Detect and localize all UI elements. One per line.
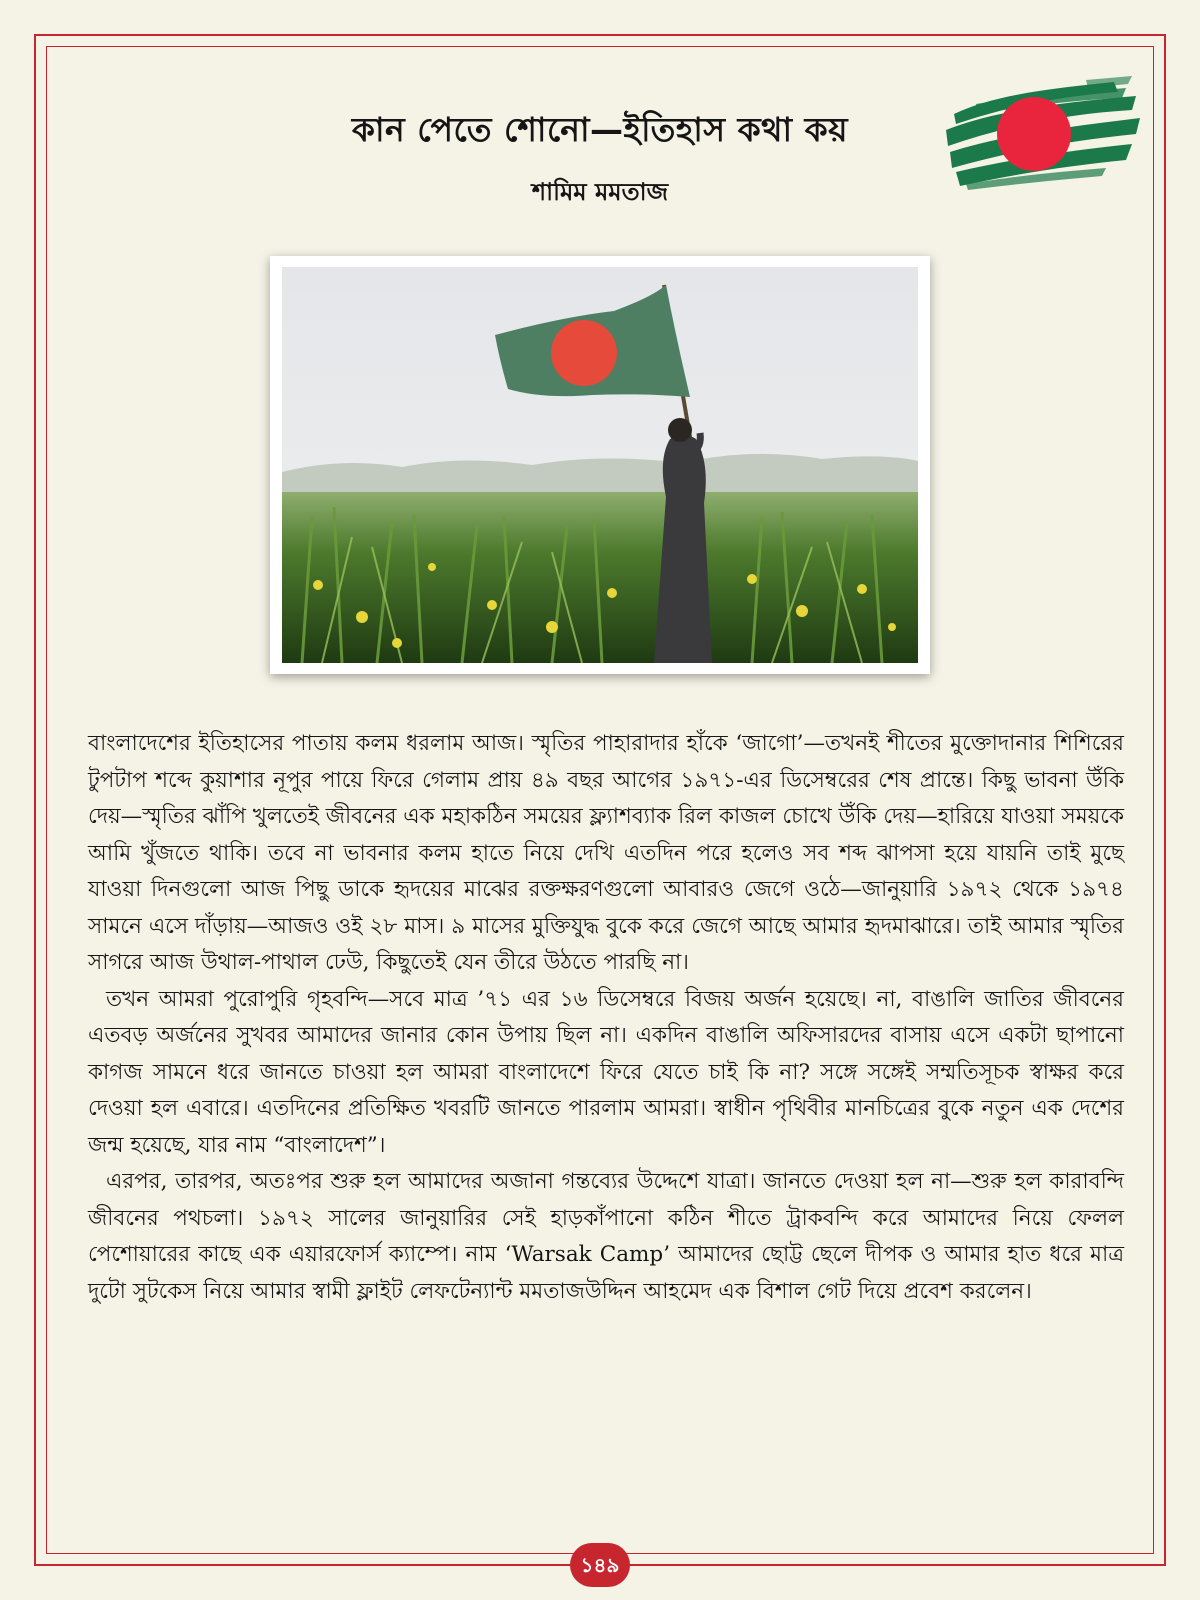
photo-frame xyxy=(270,256,930,674)
boy-with-flag-in-field-photo xyxy=(282,267,918,663)
article-title: কান পেতে শোনো—ইতিহাস কথা কয় xyxy=(351,110,849,149)
paragraph-3: এরপর, তারপর, অতঃপর শুরু হল আমাদের অজানা গন্তব্যের উদ্দেশে যাত্রা। জানতে দেওয়া হল না—শুরু হল কারাবন্দি জীবনের পথচলা। ১৯৭২ সালের জানুয়ারির সেই হাড়কাঁপানো কঠিন শীতে ট্রাকবন্দি করে আমাদের নিয়ে ফেলল পেশোয়ারের কাছে এক এয়ারফোর্স ক্যাম্পে। নাম ‘Warsak Camp’ আমাদের ছোট্ট ছেলে দীপক ও আমার হাত ধরে মাত্র দুটো সুটকেস নিয়ে আমার স্বামী ফ্লাইট লেফটেন্যান্ট মমতাজউদ্দিন আহমেদ এক বিশাল গেট দিয়ে প্রবেশ করলেন। xyxy=(88,1169,1124,1304)
paragraph-2: তখন আমরা পুরোপুরি গৃহবন্দি—সবে মাত্র ’৭১ এর ১৬ ডিসেম্বরে বিজয় অর্জন হয়েছে। না, বাঙালি জাতির জীবনের এতবড় অর্জনের সুখবর আমাদের জানার কোন উপায় ছিল না। একদিন বাঙালি অফিসারদের বাসায় এসে একটা ছাপানো কাগজ সামনে ধরে জানতে চাওয়া হল আমরা বাংলাদেশে ফিরে যেতে চাই কি না? সঙ্গে সঙ্গেই সম্মতিসূচক স্বাক্ষর করে দেওয়া হল এবারে। এতদিনের প্রতিক্ষিত খবরটি জানতে পারলাম আমরা। স্বাধীন পৃথিবীর মানচিত্রের বুকে নতুন এক দেশের জন্ম হয়েছে, যার নাম “বাংলাদেশ”। xyxy=(88,986,1124,1158)
author-name: শামিম মমতাজ xyxy=(531,178,669,206)
paragraph-1: বাংলাদেশের ইতিহাসের পাতায় কলম ধরলাম আজ। স্মৃতির পাহারাদার হাঁকে ‘জাগো’—তখনই শীতের মুক্তোদানার শিশিরের টুপটাপ শব্দে কুয়াশার নূপুর পায়ে ফিরে গেলাম প্রায় ৪৯ বছর আগের ১৯৭১-এর ডিসেম্বরের শেষ প্রান্তে। কিছু ভাবনা উঁকি দেয়—স্মৃতির ঝাঁপি খুলতেই জীবনের এক মহাকঠিন সময়ের ফ্ল্যাশব্যাক রিল কাজল চোখে উঁকি দেয়—হারিয়ে যাওয়া সময়কে আমি খুঁজতে থাকি। তবে না ভাবনার কলম হাতে নিয়ে দেখি এতদিন পরে হলেও সব শব্দ ঝাপসা হয়ে যায়নি তাই মুছে যাওয়া দিনগুলো আজ পিছু ডাকে হৃদয়ের মাঝের রক্তক্ষরণগুলো আবারও জেগে ওঠে—জানুয়ারি ১৯৭২ থেকে ১৯৭৪ সামনে এসে দাঁড়ায়—আজও ওই ২৮ মাস। ৯ মাসের মুক্তিযুদ্ধ বুকে করে জেগে আছে আমার হৃদমাঝারে। তাই আমার স্মৃতির সাগরে আজ উথাল-পাথাল ঢেউ, কিছুতেই যেন তীরে উঠতে পারছি না। xyxy=(88,731,1124,975)
bangladesh-flag-brush-icon xyxy=(936,74,1146,192)
article-body xyxy=(88,726,1124,1310)
page-number: ১৪৯ xyxy=(570,1543,630,1587)
